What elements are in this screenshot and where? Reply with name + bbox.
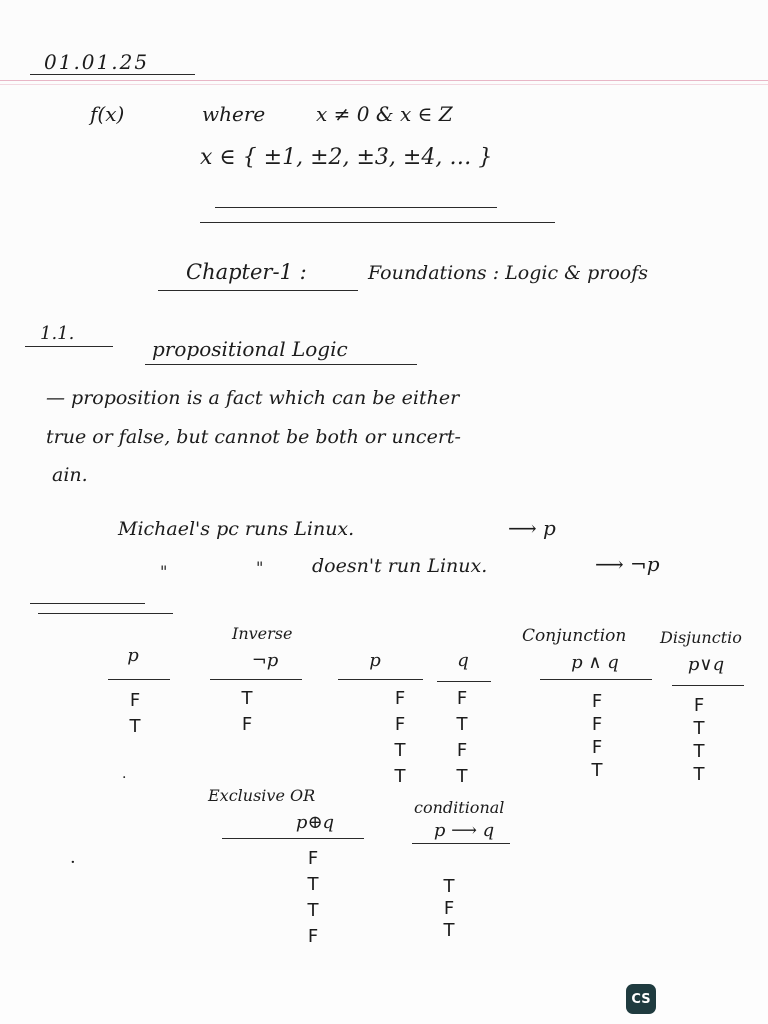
- table-xor-value-3: T: [307, 900, 319, 921]
- section-title-underline: [145, 364, 417, 365]
- table-conjunction-value-4: T: [591, 760, 603, 781]
- function-condition: x ≠ 0 & x ∈ Z: [316, 102, 453, 126]
- table-q-value-4: T: [456, 766, 468, 787]
- chapter-subtitle: Foundations : Logic & proofs: [368, 262, 648, 284]
- table-p2-header: p: [369, 650, 381, 671]
- table-conjunction-header: p ∧ q: [571, 652, 619, 673]
- table-conditional-underline: [412, 843, 510, 844]
- separator-rule-top: [30, 603, 145, 604]
- table-conjunction-value-2: F: [591, 714, 603, 735]
- table-p2-value-4: T: [394, 766, 406, 787]
- table-xor-header: p⊕q: [295, 812, 335, 833]
- table-conjunction-value-1: F: [591, 691, 603, 712]
- camscanner-logo-icon: CS: [626, 984, 656, 1014]
- table-xor-value-1: F: [307, 848, 319, 869]
- example-2-arrow: ⟶ ¬p: [595, 552, 660, 576]
- table-conjunction-underline: [540, 679, 652, 680]
- table-inverse-label: Inverse: [232, 624, 293, 643]
- table-p-value-1: F: [129, 690, 141, 711]
- table-conditional-label: conditional: [414, 798, 505, 817]
- table-inverse-value-1: T: [241, 688, 253, 709]
- table-conjunction-label: Conjunction: [522, 626, 627, 646]
- table-disjunction-label: Disjunctio: [660, 628, 742, 647]
- table-disjunction-header: p∨q: [687, 654, 725, 675]
- table-xor-value-2: T: [307, 874, 319, 895]
- table-p-values: [120, 688, 150, 740]
- table-q-underline: [437, 681, 491, 682]
- example-1-arrow: ⟶ p: [508, 516, 556, 540]
- integer-set: x ∈ { ±1, ±2, ±3, ±4, … }: [200, 145, 493, 170]
- table-disjunction-value-1: F: [693, 695, 705, 716]
- table-inverse-header: ¬p: [251, 650, 279, 671]
- table-disjunction-value-3: T: [693, 741, 705, 762]
- table-disjunction-underline: [672, 685, 744, 686]
- table-conditional-value-2: F: [443, 898, 455, 919]
- table-p2-underline: [338, 679, 423, 680]
- definition-line-3: ain.: [52, 464, 88, 486]
- example-2-ditto-2: ": [256, 558, 264, 577]
- table-conditional-value-1: T: [443, 876, 455, 897]
- table-q-value-2: T: [456, 714, 468, 735]
- table-xor-values: [298, 846, 328, 950]
- table-p-underline: [108, 679, 170, 680]
- example-1-subject: Michael's pc runs Linux.: [118, 518, 355, 540]
- table-conditional-header: p ⟶ q: [433, 820, 495, 841]
- table-q-value-1: F: [456, 688, 468, 709]
- table-q-header: q: [457, 650, 469, 671]
- chapter-title: Chapter-1 :: [186, 260, 307, 284]
- table-xor-label: Exclusive OR: [208, 786, 316, 805]
- function-fx: f(x): [90, 102, 125, 126]
- table-p2-value-2: F: [394, 714, 406, 735]
- table-q-values: [447, 686, 477, 790]
- table-xor-value-4: F: [307, 926, 319, 947]
- table-p-value-2: T: [129, 716, 141, 737]
- table-inverse-values: [232, 686, 262, 738]
- table-disjunction-value-2: T: [693, 718, 705, 739]
- separator-rule-bottom: [38, 613, 173, 614]
- table-disjunction-value-4: T: [693, 764, 705, 785]
- margin-line: [0, 80, 768, 81]
- table-p2-value-3: T: [394, 740, 406, 761]
- table-p2-value-1: F: [394, 688, 406, 709]
- stray-dot-2: ·: [70, 852, 76, 873]
- table-conjunction-values: [582, 690, 612, 782]
- date-text: 01.01.25: [44, 50, 150, 74]
- double-rule-bottom: [200, 222, 555, 223]
- table-inverse-value-2: F: [241, 714, 253, 735]
- double-rule-top: [215, 207, 497, 208]
- table-inverse-underline: [210, 679, 302, 680]
- table-conditional-value-3: T: [443, 920, 455, 941]
- table-xor-underline: [222, 838, 364, 839]
- function-where: where: [202, 102, 266, 126]
- example-2-predicate: doesn't run Linux.: [312, 555, 488, 577]
- table-conjunction-value-3: F: [591, 737, 603, 758]
- chapter-underline: [158, 290, 358, 291]
- table-p-header: p: [127, 645, 139, 666]
- margin-line-2: [0, 84, 768, 85]
- example-2-ditto-1: ": [160, 562, 168, 581]
- definition-line-2: true or false, but cannot be both or uncert-: [46, 426, 461, 448]
- date-underline: [30, 74, 195, 75]
- section-number-underline: [25, 346, 113, 347]
- table-disjunction-values: [684, 694, 714, 786]
- table-q-value-3: F: [456, 740, 468, 761]
- stray-dot-1: ·: [122, 770, 127, 786]
- table-conditional-values: [434, 876, 464, 942]
- table-p2-values: [385, 686, 415, 790]
- definition-line-1: — proposition is a fact which can be either: [46, 387, 460, 409]
- section-title: propositional Logic: [152, 337, 348, 361]
- section-number: 1.1.: [40, 323, 75, 344]
